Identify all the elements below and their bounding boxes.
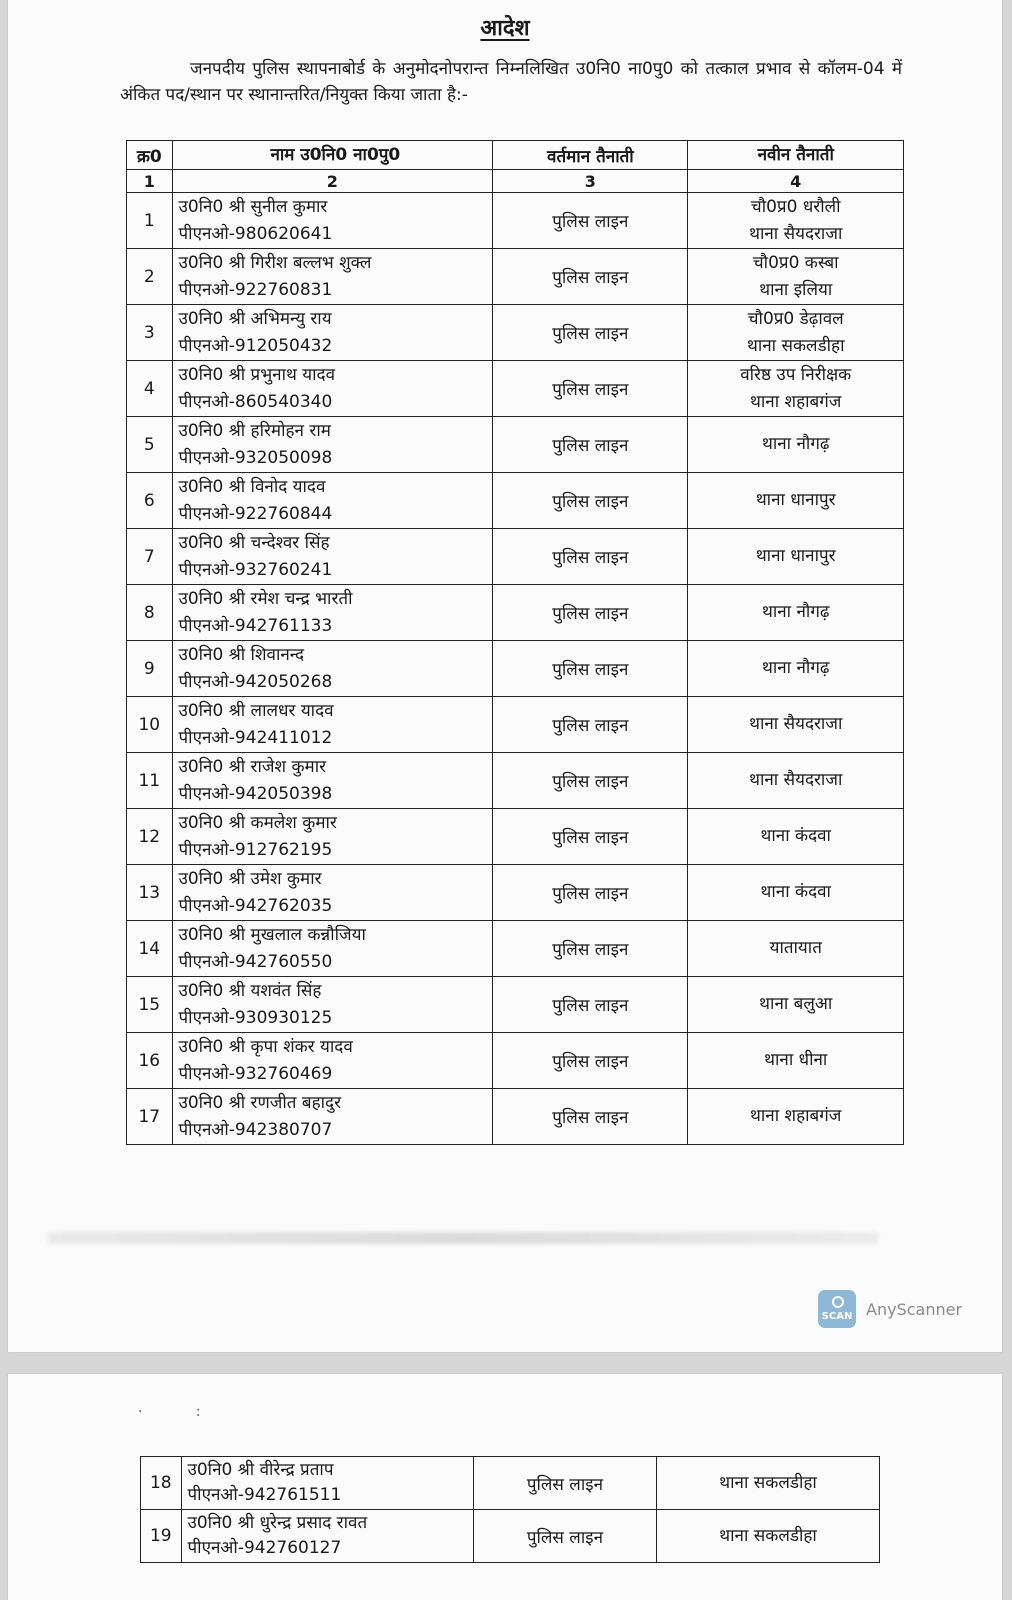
serial-number: 11 [127, 753, 173, 809]
current-posting: पुलिस लाइन [493, 305, 688, 361]
current-posting: पुलिस लाइन [473, 1457, 656, 1510]
officer-cell [172, 1089, 493, 1145]
officer-cell [172, 921, 493, 977]
officer-name: उ0नि0 श्री अभिमन्यु राय [178, 308, 332, 329]
table-row [127, 865, 904, 921]
header-new-posting: नवीन तैनाती [688, 141, 904, 170]
new-posting [688, 361, 904, 417]
scan-smudge [48, 1232, 878, 1244]
officer-name: उ0नि0 श्री उमेश कुमार [178, 868, 322, 889]
new-posting-line: चौ0प्र0 डेढ़ावल [747, 308, 844, 329]
new-posting [688, 641, 904, 697]
officer-name: उ0नि0 श्री वीरेन्द्र प्रताप [187, 1460, 334, 1480]
officer-name: उ0नि0 श्री कृपा शंकर यादव [178, 1036, 353, 1057]
officer-pno: पीएनओ-860540340 [178, 391, 333, 412]
serial-number: 19 [141, 1510, 182, 1563]
table-row [127, 305, 904, 361]
serial-number: 7 [127, 529, 173, 585]
new-posting-line: थाना सकलडीहा [719, 1525, 817, 1546]
transfer-table [126, 140, 904, 1145]
new-posting [688, 473, 904, 529]
current-posting: पुलिस लाइन [493, 361, 688, 417]
table-row [127, 809, 904, 865]
new-posting-line: थाना सकलडीहा [719, 1472, 817, 1493]
current-posting: पुलिस लाइन [493, 697, 688, 753]
new-posting-line: थाना नौगढ़ [761, 602, 830, 622]
officer-name: उ0नि0 श्री रणजीत बहादुर [178, 1092, 342, 1113]
new-posting-line: थाना धानापुर [755, 546, 836, 566]
table-row [127, 1089, 904, 1145]
officer-pno: पीएनओ-942761511 [187, 1485, 342, 1505]
new-posting-line: थाना शहाबगंज [750, 1106, 842, 1126]
serial-number: 9 [127, 641, 173, 697]
column-number: 2 [172, 170, 493, 193]
new-posting-line: यातायात [769, 938, 822, 958]
new-posting-line: थाना सैयदराजा [749, 714, 843, 734]
new-posting [688, 417, 904, 473]
officer-name: उ0नि0 श्री कमलेश कुमार [178, 812, 337, 833]
serial-number: 18 [141, 1457, 182, 1510]
officer-cell [172, 361, 493, 417]
new-posting-line: चौ0प्र0 धरौली [750, 196, 841, 217]
serial-number: 13 [127, 865, 173, 921]
new-posting-station: थाना इलिया [759, 279, 833, 300]
new-posting [688, 865, 904, 921]
header-serial: क्र0 [127, 141, 173, 170]
officer-cell [172, 585, 493, 641]
header-name: नाम उ0नि0 ना0पु0 [172, 141, 493, 170]
new-posting [688, 1033, 904, 1089]
scanner-brand: AnyScanner [866, 1299, 963, 1319]
current-posting: पुलिस लाइन [473, 1510, 656, 1563]
current-posting: पुलिस लाइन [493, 529, 688, 585]
new-posting-line: चौ0प्र0 कस्बा [752, 252, 839, 273]
table-header-row [127, 141, 904, 170]
table-row [127, 1033, 904, 1089]
current-posting: पुलिस लाइन [493, 417, 688, 473]
new-posting-line: थाना धानापुर [755, 490, 836, 510]
document-page-1 [8, 0, 1002, 1352]
table-row [127, 977, 904, 1033]
table-row [141, 1457, 880, 1510]
table-row [127, 473, 904, 529]
new-posting [657, 1457, 880, 1510]
officer-pno: पीएनओ-942050268 [178, 671, 333, 692]
column-number: 1 [127, 170, 173, 193]
officer-cell [172, 865, 493, 921]
new-posting-station: थाना शहाबगंज [750, 391, 842, 412]
new-posting [688, 697, 904, 753]
serial-number: 5 [127, 417, 173, 473]
officer-name: उ0नि0 श्री चन्देश्वर सिंह [178, 532, 330, 553]
new-posting [688, 529, 904, 585]
officer-name: उ0नि0 श्री लालधर यादव [178, 700, 334, 721]
officer-cell [172, 697, 493, 753]
new-posting [657, 1510, 880, 1563]
serial-number: 1 [127, 193, 173, 249]
new-posting-line: थाना बलुआ [759, 994, 833, 1014]
current-posting: पुलिस लाइन [493, 865, 688, 921]
officer-pno: पीएनओ-980620641 [178, 223, 333, 244]
officer-pno: पीएनओ-942760550 [178, 951, 333, 972]
current-posting: पुलिस लाइन [493, 921, 688, 977]
current-posting: पुलिस लाइन [493, 193, 688, 249]
officer-name: उ0नि0 श्री हरिमोहन राम [178, 420, 331, 441]
officer-name: उ0नि0 श्री प्रभुनाथ यादव [178, 364, 336, 385]
table-row [127, 585, 904, 641]
intro-paragraph: जनपदीय पुलिस स्थापनाबोर्ड के अनुमोदनोपरान्त निम्नलिखित उ0नि0 ना0पु0 को तत्काल प्रभाव से कॉलम-04 में अंकित पद/स्थान पर स्थानान्तरित/नियुक्त किया जाता है:- [120, 59, 902, 105]
new-posting [688, 809, 904, 865]
table-row [127, 249, 904, 305]
new-posting-line: थाना कंदवा [760, 826, 831, 846]
new-posting-line: थाना सैयदराजा [749, 770, 843, 790]
officer-pno: पीएनओ-912050432 [178, 335, 333, 356]
officer-cell [172, 641, 493, 697]
new-posting-line: थाना धीना [764, 1050, 828, 1070]
officer-cell [172, 473, 493, 529]
officer-pno: पीएनओ-922760844 [178, 503, 333, 524]
serial-number: 17 [127, 1089, 173, 1145]
officer-pno: पीएनओ-942411012 [178, 727, 333, 748]
current-posting: पुलिस लाइन [493, 249, 688, 305]
current-posting: पुलिस लाइन [493, 1089, 688, 1145]
new-posting-line: थाना कंदवा [760, 882, 831, 902]
scanner-watermark [818, 1290, 962, 1328]
officer-name: उ0नि0 श्री यशवंत सिंह [178, 980, 322, 1001]
current-posting: पुलिस लाइन [493, 809, 688, 865]
new-posting [688, 193, 904, 249]
table-row [127, 697, 904, 753]
transfer-table-continued [140, 1456, 880, 1563]
new-posting [688, 585, 904, 641]
officer-cell [172, 809, 493, 865]
table-row [127, 361, 904, 417]
officer-name: उ0नि0 श्री विनोद यादव [178, 476, 326, 497]
officer-name: उ0नि0 श्री गिरीश बल्लभ शुक्ल [178, 252, 372, 273]
officer-pno: पीएनओ-942760127 [187, 1538, 342, 1558]
officer-pno: पीएनओ-942762035 [178, 895, 333, 916]
officer-name: उ0नि0 श्री शिवानन्द [178, 644, 305, 665]
new-posting-station: थाना सैयदराजा [749, 223, 843, 244]
serial-number: 8 [127, 585, 173, 641]
officer-pno: पीएनओ-932050098 [178, 447, 333, 468]
new-posting-station: थाना सकलडीहा [746, 335, 845, 356]
officer-name: उ0नि0 श्री मुखलाल कन्नौजिया [178, 924, 366, 945]
officer-cell [172, 977, 493, 1033]
officer-pno: पीएनओ-922760831 [178, 279, 333, 300]
current-posting: पुलिस लाइन [493, 641, 688, 697]
scan-specks: · : [138, 1404, 201, 1420]
new-posting [688, 977, 904, 1033]
officer-cell [172, 1033, 493, 1089]
officer-name: उ0नि0 श्री सुनील कुमार [178, 196, 328, 217]
new-posting-line: थाना नौगढ़ [761, 658, 830, 678]
new-posting [688, 921, 904, 977]
serial-number: 4 [127, 361, 173, 417]
new-posting [688, 753, 904, 809]
new-posting [688, 1089, 904, 1145]
officer-name: उ0नि0 श्री राजेश कुमार [178, 756, 327, 777]
table-row [127, 641, 904, 697]
header-current-posting: वर्तमान तैनाती [493, 141, 688, 170]
column-number: 4 [688, 170, 904, 193]
table-row [127, 529, 904, 585]
current-posting: पुलिस लाइन [493, 977, 688, 1033]
table-row [127, 193, 904, 249]
current-posting: पुलिस लाइन [493, 473, 688, 529]
officer-pno: पीएनओ-930930125 [178, 1007, 333, 1028]
officer-cell [181, 1510, 473, 1563]
table-row [127, 417, 904, 473]
serial-number: 15 [127, 977, 173, 1033]
officer-cell [172, 753, 493, 809]
officer-pno: पीएनओ-912762195 [178, 839, 333, 860]
table-row [127, 753, 904, 809]
serial-number: 6 [127, 473, 173, 529]
new-posting [688, 249, 904, 305]
column-number: 3 [493, 170, 688, 193]
table-row [127, 921, 904, 977]
officer-cell [172, 249, 493, 305]
new-posting [688, 305, 904, 361]
page-title: आदेश [480, 16, 530, 41]
officer-name: उ0नि0 श्री धुरेन्द्र प्रसाद रावत [187, 1513, 368, 1533]
serial-number: 2 [127, 249, 173, 305]
current-posting: पुलिस लाइन [493, 753, 688, 809]
officer-pno: पीएनओ-942380707 [178, 1119, 333, 1140]
officer-pno: पीएनओ-942050398 [178, 783, 333, 804]
column-number-row [127, 170, 904, 193]
serial-number: 10 [127, 697, 173, 753]
serial-number: 14 [127, 921, 173, 977]
serial-number: 16 [127, 1033, 173, 1089]
scanner-logo-icon: SCAN [818, 1290, 856, 1328]
officer-cell [172, 417, 493, 473]
officer-cell [181, 1457, 473, 1510]
officer-cell [172, 305, 493, 361]
officer-cell [172, 529, 493, 585]
current-posting: पुलिस लाइन [493, 1033, 688, 1089]
officer-pno: पीएनओ-942761133 [178, 615, 333, 636]
officer-cell [172, 193, 493, 249]
officer-name: उ0नि0 श्री रमेश चन्द्र भारती [178, 588, 353, 609]
serial-number: 12 [127, 809, 173, 865]
table-row [141, 1510, 880, 1563]
current-posting: पुलिस लाइन [493, 585, 688, 641]
new-posting-line: वरिष्ठ उप निरीक्षक [740, 364, 852, 385]
officer-pno: पीएनओ-932760241 [178, 559, 333, 580]
new-posting-line: थाना नौगढ़ [761, 434, 830, 454]
serial-number: 3 [127, 305, 173, 361]
officer-pno: पीएनओ-932760469 [178, 1063, 333, 1084]
